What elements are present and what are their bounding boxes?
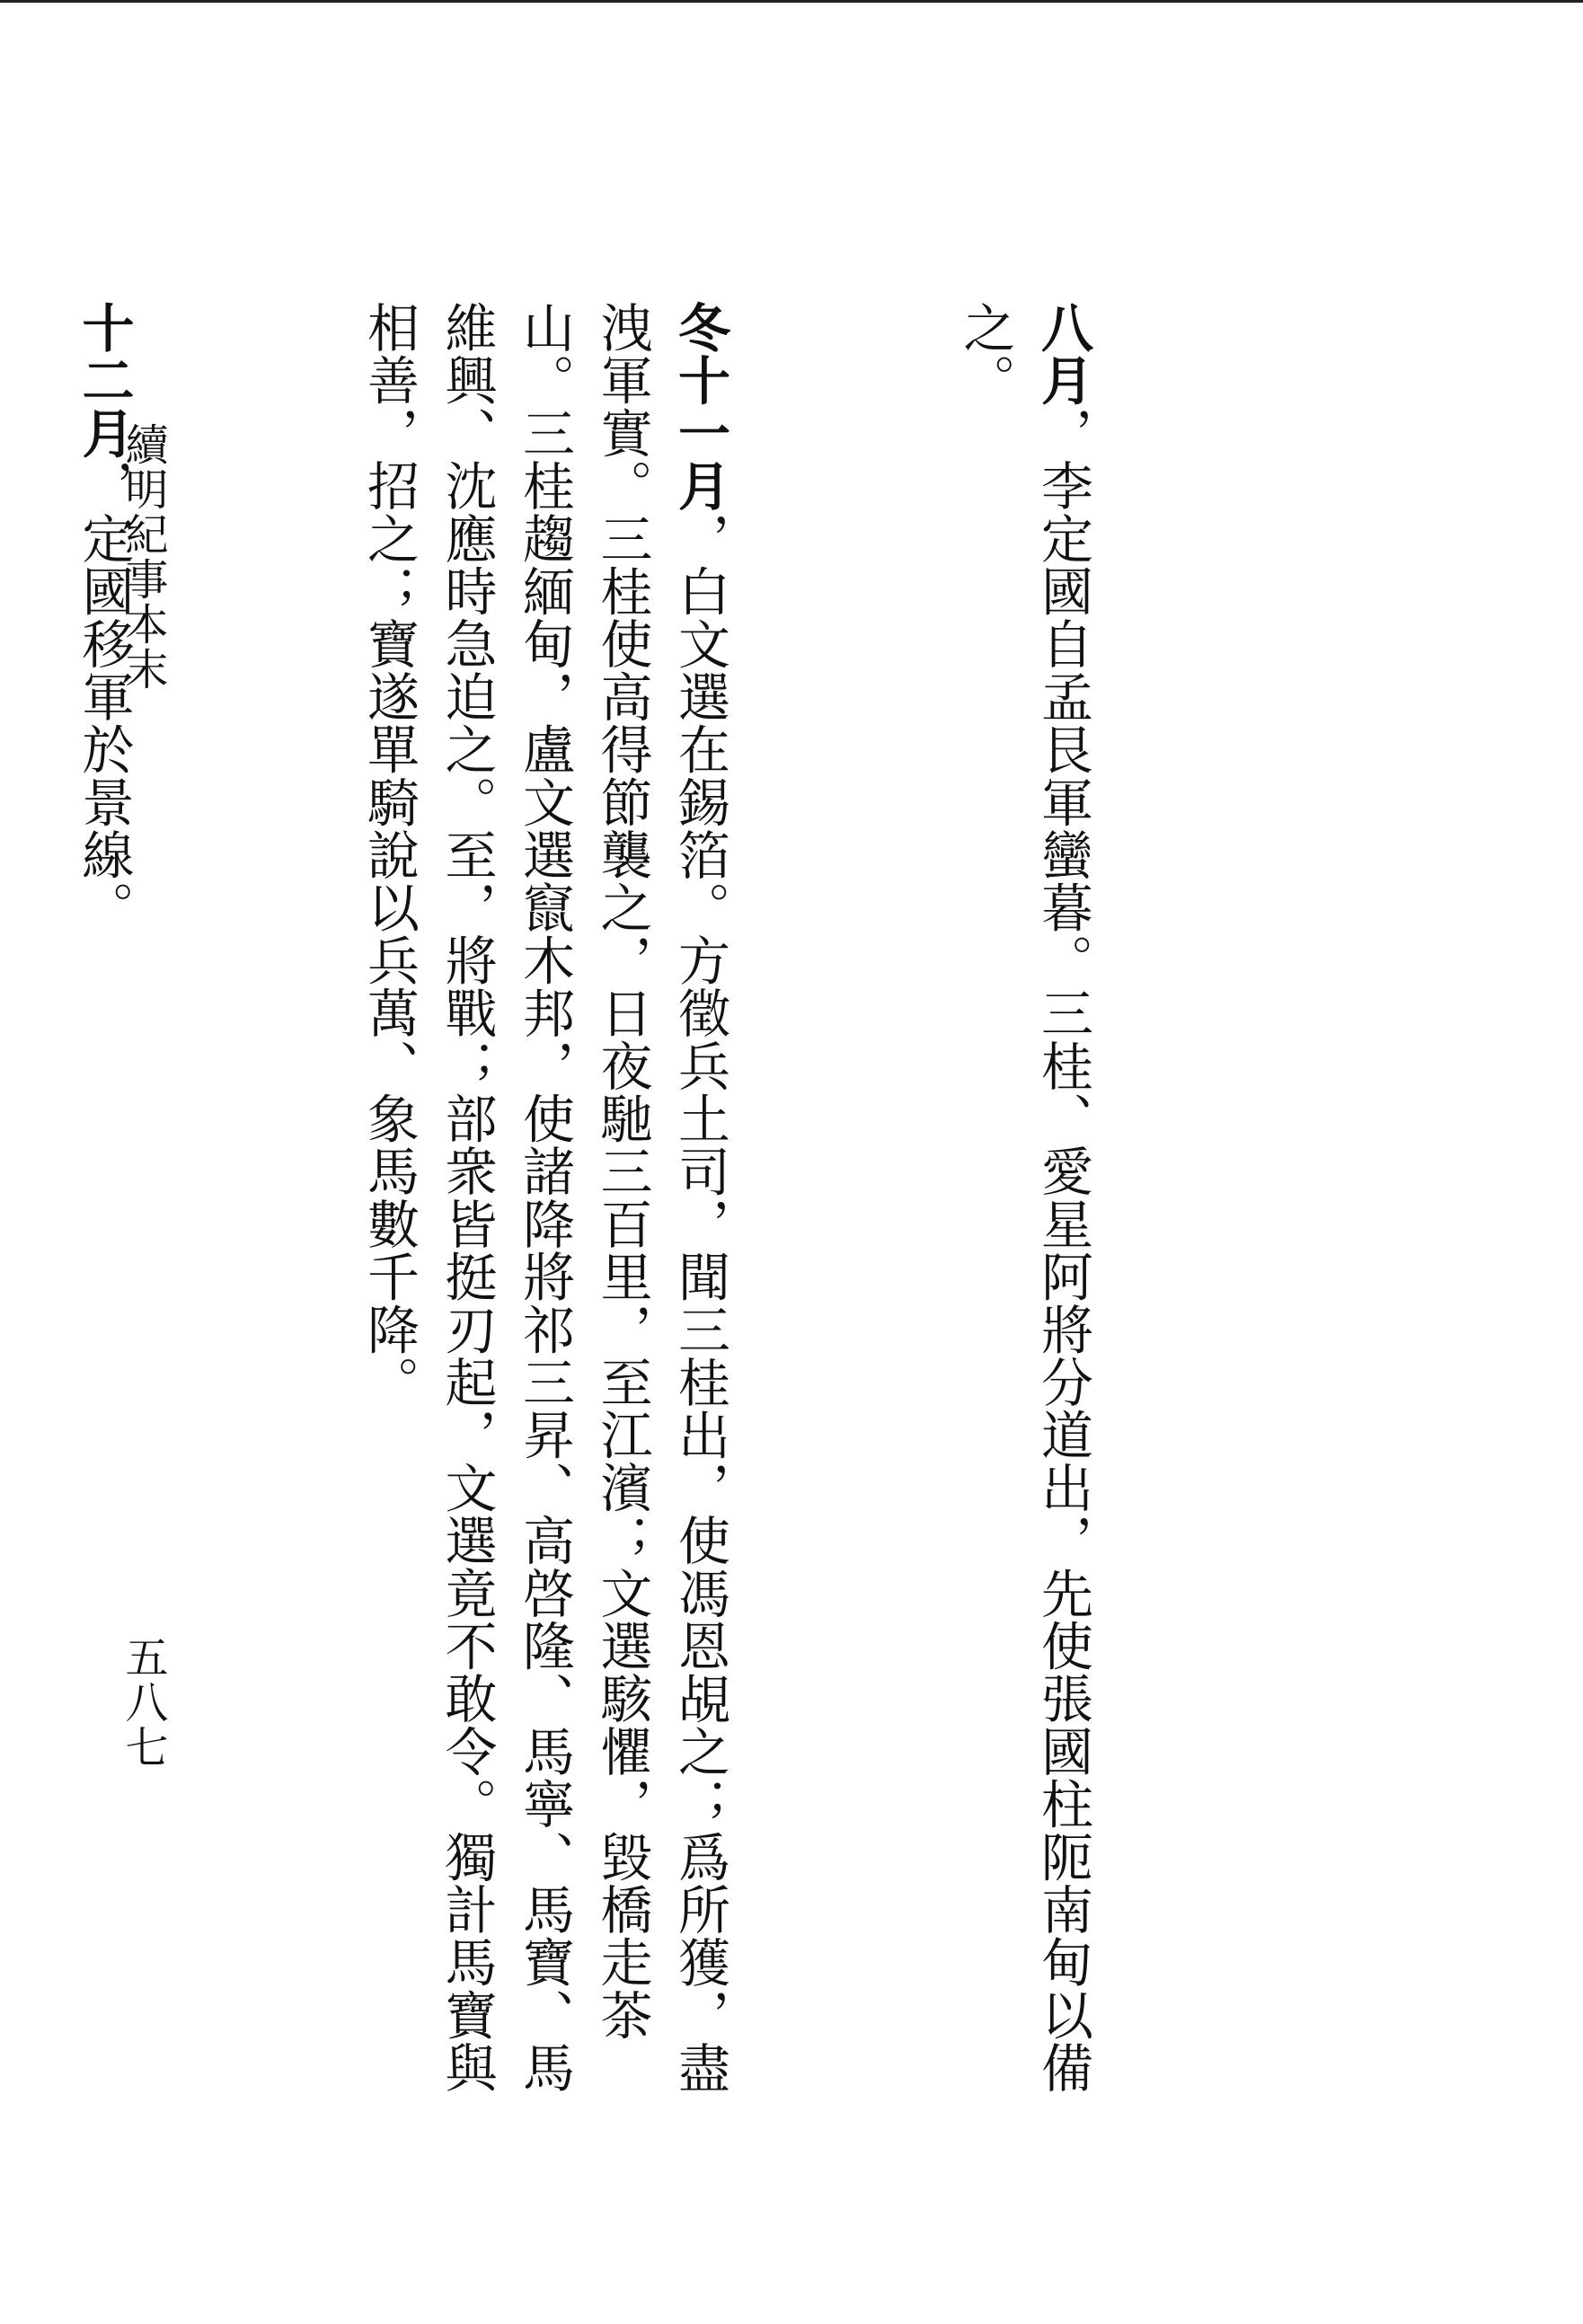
paragraph-3-lead: 十二月: [73, 301, 135, 460]
paragraph-1-text: ，李定國自孟艮軍蠻暮。三桂、愛星阿將分道出，先使張國柱阨南甸以備之。: [954, 301, 1093, 2094]
running-title: 續明紀事本末: [118, 422, 168, 692]
main-text-body: [0, 301, 1309, 2143]
paragraph-1-lead: 八月: [1032, 301, 1093, 407]
paragraph-2-lead: 冬十一月: [669, 301, 730, 512]
paragraph-2-text: ，白文選在錫箔。方徵兵土司，聞三桂出，使馮恩覘之；爲所獲，盡洩軍實。三桂使高得節襲之，日夜馳三百里，至江濱；文選駭懼，毀橋走茶山。三桂趨緬甸，盧文選竄木邦，使諸降將祁三昇、高啓隆、馬寧、馬寶、馬維興、沈應時急迫之。至，將戰；部衆皆挺刃起，文選竟不敢令。獨計馬寶與相善，招之；寶遂單騎說以兵萬、象馬數千降。: [358, 301, 730, 2094]
paragraph-3-text: ，定國移軍於景線。: [73, 459, 135, 934]
paragraph-1: [946, 301, 1154, 2143]
page-number: 五八七: [118, 1635, 168, 1770]
top-border-line: [0, 0, 1583, 3]
paragraph-2: [350, 301, 792, 2143]
